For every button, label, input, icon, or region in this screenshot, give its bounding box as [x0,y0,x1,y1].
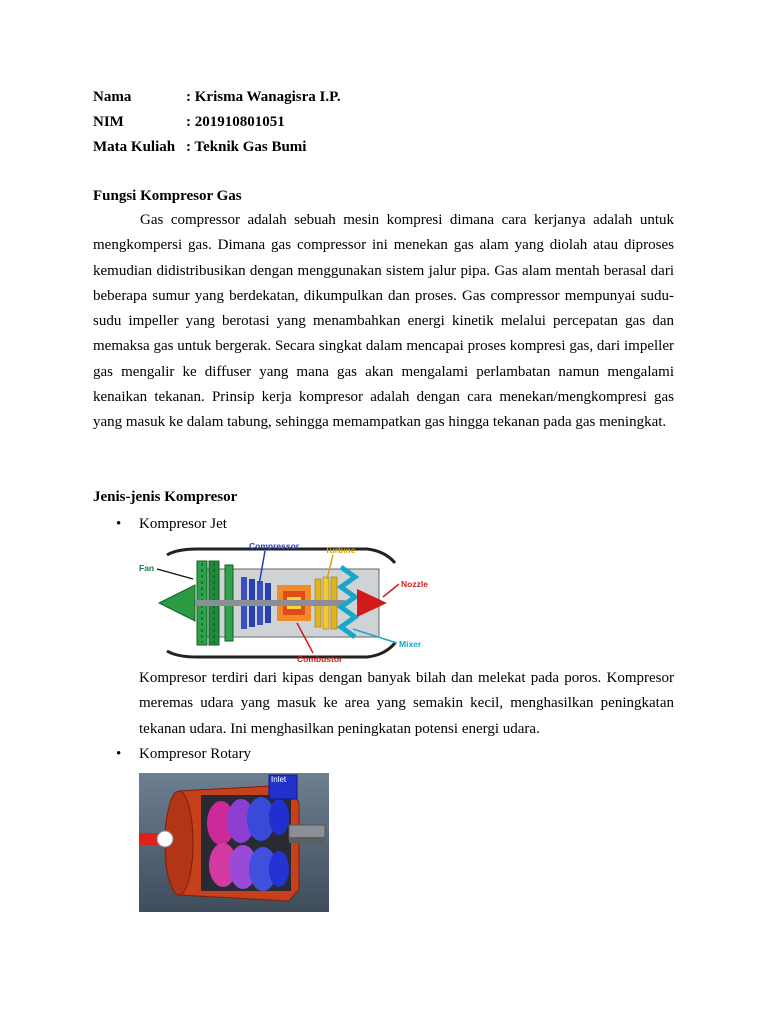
drive-shaft [289,825,325,839]
shaft [195,600,345,606]
arrow-fan [157,569,193,579]
arrow-nozzle [383,584,399,597]
label-nozzle: Nozzle [401,579,428,589]
jet-description: Kompresor terdiri dari kipas dengan banyak bilah dan melekat pada poros. Kompresor meremas udara yang masuk ke area yang semakin kecil, menghasilkan peningkatan tekanan udara. Ini menghasilkan peningkatan potensi energi udara. [139,670,674,737]
label-compressor: Compressor [249,541,300,551]
nim-value: : 201910801051 [186,114,285,130]
label-fan: Fan [139,563,155,573]
label-combustor: Combustor [297,654,343,664]
label-inlet: Inlet [271,775,287,784]
section-body-fungsi: Gas compressor adalah sebuah mesin kompresi dimana cara kerjanya adalah untuk mengkompersi gas. Dimana gas compressor ini menekan gas alam yang diolah atau diproses kemudian didistribusikan dengan menggunakan sistem jalur pipa. Gas alam mentah berasal dari beberapa sumur yang berdekatan, dikumpulkan dan proses. Gas compressor mempunyai sudu-sudu impeller yang berotasi yang menambahkan energi kinetik melalui percepatan gas dan memaksa gas untuk bergerak. Secara singkat dalam mencapai proses kompresi gas, dari impeller gas mengalir ke diffuser yang mana gas akan mengalami perlambatan namun mengalami kenaikan tekanan. Prinsip kerja kompresor adalah dengan cara menekan/mengkompresi gas yang masuk ke dalam tabung, sehingga memampatkan gas hingga tekanan pada gas meningkat. [93,212,674,431]
list-item-label: Kompresor Jet [139,516,227,532]
nama-value: : Krisma Wanagisra I.P. [186,89,341,105]
outlet-port [157,831,173,847]
header-nama-row [93,87,341,107]
list-item-label: Kompresor Rotary [139,746,252,762]
rotary-compressor-image [139,773,329,912]
header-mata-kuliah-row [93,137,306,157]
nim-label: NIM [93,114,124,130]
label-turbine: Turbine [325,545,356,555]
header-nim-row [93,112,285,132]
mata-kuliah-value: : Teknik Gas Bumi [186,139,307,155]
bullet-icon: • [116,516,122,532]
section-title-jenis: Jenis-jenis Kompresor [93,489,238,505]
label-mixer: Mixer [399,639,422,649]
jet-engine-diagram [137,541,433,665]
section-title-fungsi: Fungsi Kompresor Gas [93,188,242,204]
nama-label: Nama [93,89,132,105]
drive-shaft-shadow [289,837,325,843]
list-item-kompresor-jet [116,516,227,533]
bullet-icon: • [116,746,122,762]
nose-cone [159,585,195,621]
mata-kuliah-label: Mata Kuliah [93,139,176,155]
list-item-kompresor-rotary [116,746,251,763]
